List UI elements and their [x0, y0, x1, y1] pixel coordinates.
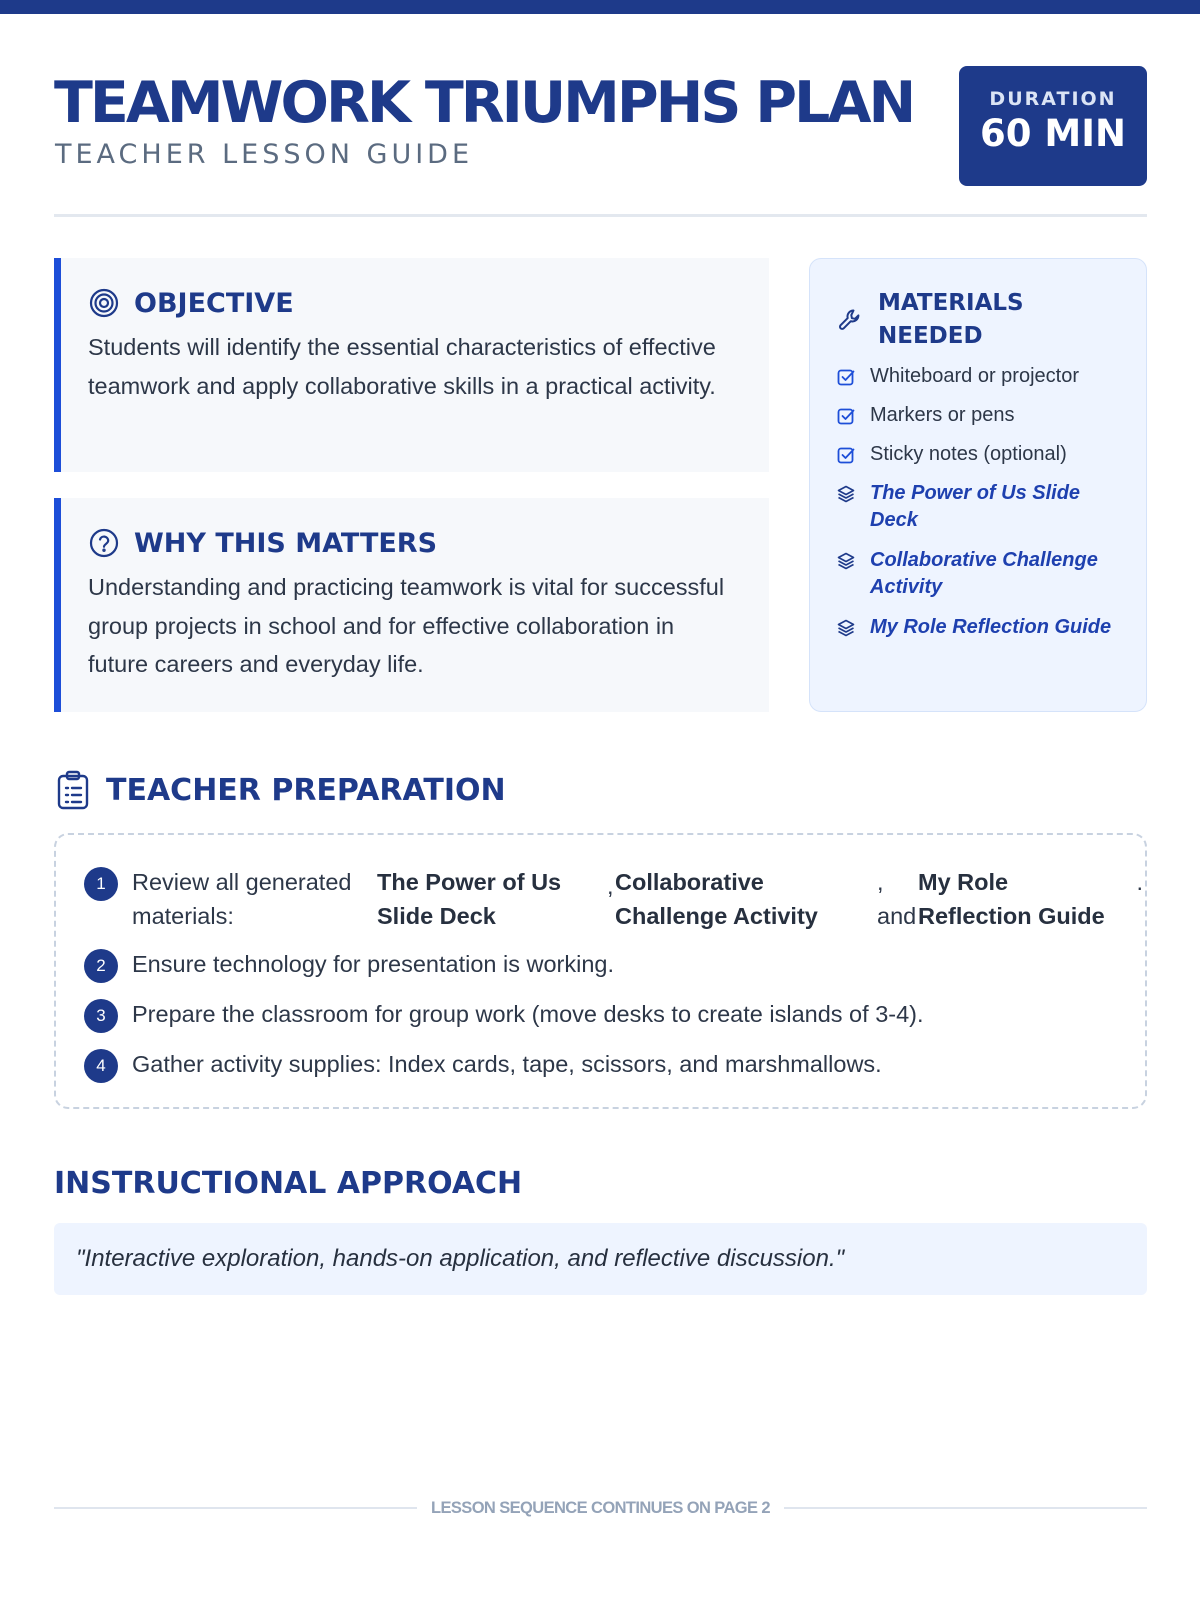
material-link-challenge-activity[interactable]: Collaborative Challenge Activity [870, 549, 1098, 598]
prep-step [84, 1047, 1119, 1083]
page-footer [54, 1496, 1147, 1520]
layers-icon [836, 484, 856, 504]
approach-title: INSTRUCTIONAL APPROACH [54, 1166, 523, 1201]
wrench-icon [836, 306, 864, 334]
material-label: Markers or pens [870, 404, 1015, 426]
layers-icon [836, 551, 856, 571]
footer-divider-right [784, 1507, 1147, 1509]
step1-conj: and [877, 903, 917, 929]
preparation-heading [56, 770, 506, 810]
why-heading [88, 526, 749, 560]
step-number: 4 [84, 1049, 118, 1083]
objective-card [54, 258, 769, 472]
material-link-item[interactable] [836, 547, 1128, 601]
materials-title: MATERIALS NEEDED [878, 290, 1024, 349]
objective-title: OBJECTIVE [134, 287, 294, 319]
step1-material-c: My Role Reflection Guide [918, 869, 1105, 929]
step1-connector [877, 865, 918, 933]
step-text: Prepare the classroom for group work (move desks to create islands of 3-4). [132, 1001, 924, 1027]
duration-badge [959, 66, 1147, 186]
step-text: Gather activity supplies: Index cards, tape, scissors, and marshmallows. [132, 1051, 882, 1077]
material-label: Whiteboard or projector [870, 365, 1079, 387]
clipboard-icon [56, 770, 90, 810]
why-text: Understanding and practicing teamwork is vital for successful group projects in school and for effective collaboration in future careers and everyday life. [88, 574, 725, 677]
step-number: 3 [84, 999, 118, 1033]
prep-step [84, 997, 1119, 1033]
step-text: Ensure technology for presentation is working. [132, 951, 615, 977]
step1-sep-a: , [607, 873, 614, 899]
step-text [132, 865, 1143, 933]
header-divider [54, 214, 1147, 217]
page-header [54, 66, 1147, 216]
material-item [836, 363, 1128, 389]
material-link-slide-deck[interactable]: The Power of Us Slide Deck [870, 482, 1081, 531]
materials-panel [809, 258, 1147, 712]
objective-text: Students will identify the essential characteristics of effective teamwork and apply collaborative skills in a practical activity. [88, 334, 716, 399]
material-link-reflection-guide[interactable]: My Role Reflection Guide [870, 616, 1112, 638]
question-circle-icon [88, 527, 120, 559]
step1-end: . [1136, 869, 1143, 895]
step1-material-b: Collaborative Challenge Activity [615, 869, 818, 929]
why-this-matters-card [54, 498, 769, 712]
materials-list [836, 363, 1128, 641]
duration-label: DURATION [989, 88, 1117, 110]
approach-quote: "Interactive exploration, hands-on application, and reflective discussion." [76, 1245, 845, 1272]
step1-sep-b: , [877, 869, 884, 895]
footer-divider-left [54, 1507, 417, 1509]
target-icon [88, 287, 120, 319]
step1-material-a: The Power of Us Slide Deck [377, 869, 562, 929]
materials-heading [836, 287, 1128, 353]
step-number: 1 [84, 867, 118, 901]
step-number: 2 [84, 949, 118, 983]
checkbox-icon [836, 406, 856, 426]
page-subtitle: TEACHER LESSON GUIDE [55, 139, 474, 170]
why-title: WHY THIS MATTERS [134, 527, 438, 559]
step1-prefix: Review all generated materials: [132, 869, 352, 929]
layers-icon [836, 618, 856, 638]
material-item [836, 441, 1128, 467]
material-item [836, 402, 1128, 428]
prep-step [84, 865, 1143, 933]
duration-value: 60 MIN [980, 112, 1126, 155]
objective-heading [88, 286, 749, 320]
prep-step [84, 947, 1119, 983]
approach-quote-box [54, 1223, 1147, 1295]
page-title: TEAMWORK TRIUMPHS PLAN [54, 70, 914, 136]
preparation-title: TEACHER PREPARATION [106, 772, 506, 808]
footer-text: LESSON SEQUENCE CONTINUES ON PAGE 2 [431, 1498, 771, 1517]
material-link-item[interactable] [836, 480, 1128, 534]
preparation-steps [54, 833, 1147, 1109]
checkbox-icon [836, 445, 856, 465]
material-label: Sticky notes (optional) [870, 443, 1067, 465]
material-link-item[interactable] [836, 614, 1128, 641]
checkbox-icon [836, 367, 856, 387]
top-accent-bar [0, 0, 1200, 14]
